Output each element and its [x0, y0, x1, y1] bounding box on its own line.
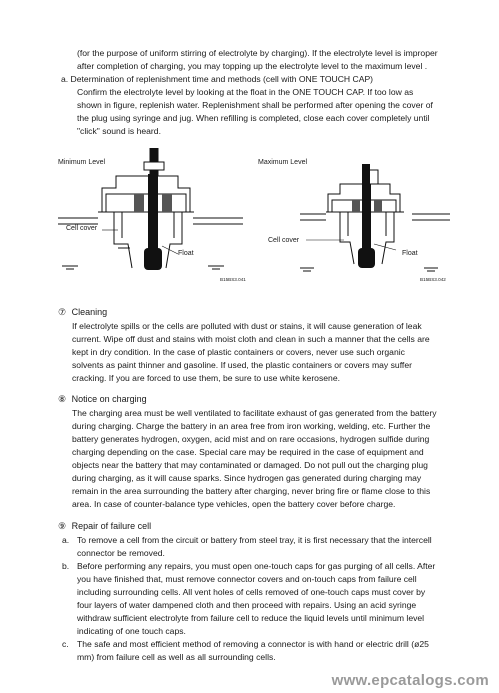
sub-a-line: "click" sound is heard.	[77, 126, 161, 136]
cleaning-line: cracking. If you are forced to use them, be sure to use white kerosene.	[72, 373, 340, 383]
section-number-9: ⑨	[58, 521, 67, 531]
repair-item-a-marker: a.	[62, 535, 70, 545]
sub-a-line: Confirm the electrolyte level by looking at the float in the ONE TOUCH CAP. If too low as	[77, 87, 414, 97]
section-notice-heading	[58, 393, 147, 406]
figure-left-title: Minimum Level	[58, 159, 106, 166]
repair-item-c-line: The safe and most efficient method of removing a connector is with hand or electric drill (ø25	[77, 639, 429, 649]
figure-maximum-level	[300, 164, 450, 284]
section-repair-title: Repair of failure cell	[71, 521, 152, 531]
sub-a-line: shown in figure, replenish water. Replenishment shall be performed after opening the cover of	[77, 100, 433, 110]
figure-right-code: B15BS3.042	[420, 277, 446, 282]
repair-item-a-line: To remove a cell from the circuit or battery from steel tray, it is first necessary that the intercell	[77, 535, 432, 545]
figure-right-cell-cover: Cell cover	[268, 237, 300, 244]
figure-left-code: B15BS3.041	[220, 277, 246, 282]
section-cleaning-heading	[58, 306, 107, 319]
notice-line: The charging area must be well ventilated to facilitate exhaust of gas generated from the battery	[72, 408, 437, 418]
repair-item-b-line: withdraw sufficient electrolyte from failure cell to reduce the liquid levels until minimum level	[77, 613, 425, 623]
notice-line: charging depending on the case. Special care may be required in the case of equipment and	[72, 447, 424, 457]
repair-item-b-line: four layers of water dampened cloth and then proceed with repairs. Using an acid syringe	[77, 600, 417, 610]
watermark: www.epcatalogs.com	[331, 672, 489, 689]
repair-item-c-line: mm) from failure cell as well as all surrounding cells.	[77, 652, 276, 662]
figure-left-float: Float	[178, 250, 194, 257]
notice-line: objects near the battery that may contaminated or damaged. Do not pull out the charging plug	[72, 460, 428, 470]
repair-item-b-line: indicating of one touch caps.	[77, 626, 186, 636]
figure-left-cell-cover: Cell cover	[66, 225, 98, 232]
figure-right-title: Maximum Level	[258, 159, 308, 166]
section-number-7: ⑦	[58, 307, 67, 317]
sub-a-title: a. Determination of replenishment time and methods (cell with ONE TOUCH CAP)	[61, 74, 374, 84]
notice-line: remain in the area surrounding the battery after charging, never bring fire or flame close to this	[72, 486, 431, 496]
notice-line: area. In case of counter-balance type vehicles, open the battery cover before charge.	[72, 499, 396, 509]
section-notice-title: Notice on charging	[71, 394, 147, 404]
section-cleaning-title: Cleaning	[71, 307, 108, 317]
notice-line: during charging. Charge the battery in an area free from iron working, welding, etc. Further the	[72, 421, 431, 431]
figure-minimum-level	[58, 148, 243, 286]
section-repair-heading	[58, 520, 151, 533]
sub-a-line: the plug using syringe and jug. When refilling is completed, close each cover completely until	[77, 113, 430, 123]
notice-line: battery generates hydrogen, oxygen, acid mist and on rare occasions, hydrogen sulfide during	[72, 434, 430, 444]
cleaning-line: kept in dry condition. In the case of plastic containers or covers, never use such organic	[72, 347, 405, 357]
repair-item-a-line: connector be removed.	[77, 548, 165, 558]
repair-item-b-line: including surrounding cells. All vent holes of cells removed of one-touch caps must cover by	[77, 587, 426, 597]
intro-line-1: (for the purpose of uniform stirring of electrolyte by charging). If the electrolyte level is improper	[77, 48, 438, 58]
intro-line-2: after completion of charging, you may topping up the electrolyte level to the maximum level .	[77, 61, 428, 71]
figure-right-float: Float	[402, 250, 418, 257]
repair-item-b-marker: b.	[62, 561, 70, 571]
cleaning-line: current. Wipe off dust and stains with moist cloth and clean in such a manner that the cells are	[72, 334, 430, 344]
repair-item-b-line: Before performing any repairs, you must open one-touch caps for gas purging of all cells. After	[77, 561, 436, 571]
cleaning-line: If electrolyte spills or the cells are polluted with dust or stains, it will cause generation of leak	[72, 321, 422, 331]
repair-item-c-marker: c.	[62, 639, 69, 649]
section-number-8: ⑧	[58, 394, 67, 404]
cleaning-line: solvents as paint thinner and gasoline. If used, the plastic containers or covers may suffer	[72, 360, 412, 370]
notice-line: during charging, as it will cause sparks. Since hydrogen gas generated during charging may	[72, 473, 422, 483]
repair-item-b-line: you have finished that, must remove connector covers and on-touch caps from failure cell	[77, 574, 417, 584]
